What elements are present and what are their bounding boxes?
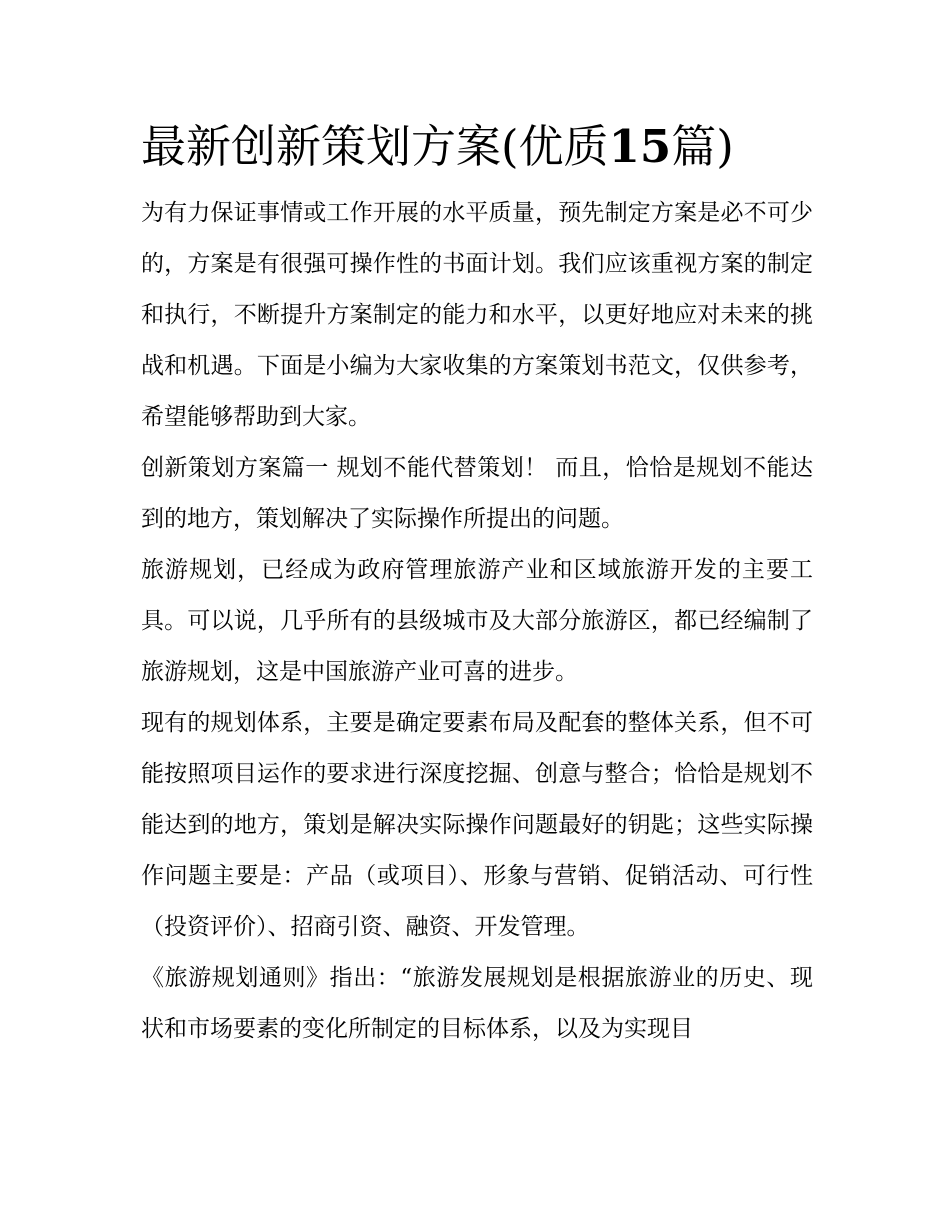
paragraph-general-rules: 《旅游规划通则》指出：“旅游发展规划是根据旅游业的历史、现状和市场要素的变化所制定的目标体系，以及为实现目 xyxy=(141,965,813,1042)
paragraph-tourism-planning: 旅游规划，已经成为政府管理旅游产业和区域旅游开发的主要工具。可以说，几乎所有的县级城市及大部分旅游区，都已经编制了旅游规划，这是中国旅游产业可喜的进步。 xyxy=(141,557,813,685)
paragraph-section-one: 创新策划方案篇一 规划不能代替策划！ 而且，恰恰是规划不能达到的地方，策划解决了实际操作所提出的问题。 xyxy=(141,455,813,532)
paragraph-intro: 为有力保证事情或工作开展的水平质量，预先制定方案是必不可少的，方案是有很强可操作性的书面计划。我们应该重视方案的制定和执行，不断提升方案制定的能力和水平，以更好地应对未来的挑战和机遇。下面是小编为大家收集的方案策划书范文，仅供参考，希望能够帮助到大家。 xyxy=(141,200,813,430)
document-body xyxy=(141,116,813,1055)
title-number: 15 xyxy=(608,120,672,173)
paragraph-planning-system: 现有的规划体系，主要是确定要素布局及配套的整体关系，但不可能按照项目运作的要求进行深度挖掘、创意与整合；恰恰是规划不能达到的地方，策划是解决实际操作问题最好的钥匙；这些实际操作问题主要是：产品（或项目）、形象与营销、促销活动、可行性（投资评价）、招商引资、融资、开发管理。 xyxy=(141,710,813,940)
document-title: 最新创新策划方案(优质15篇) xyxy=(141,120,734,173)
